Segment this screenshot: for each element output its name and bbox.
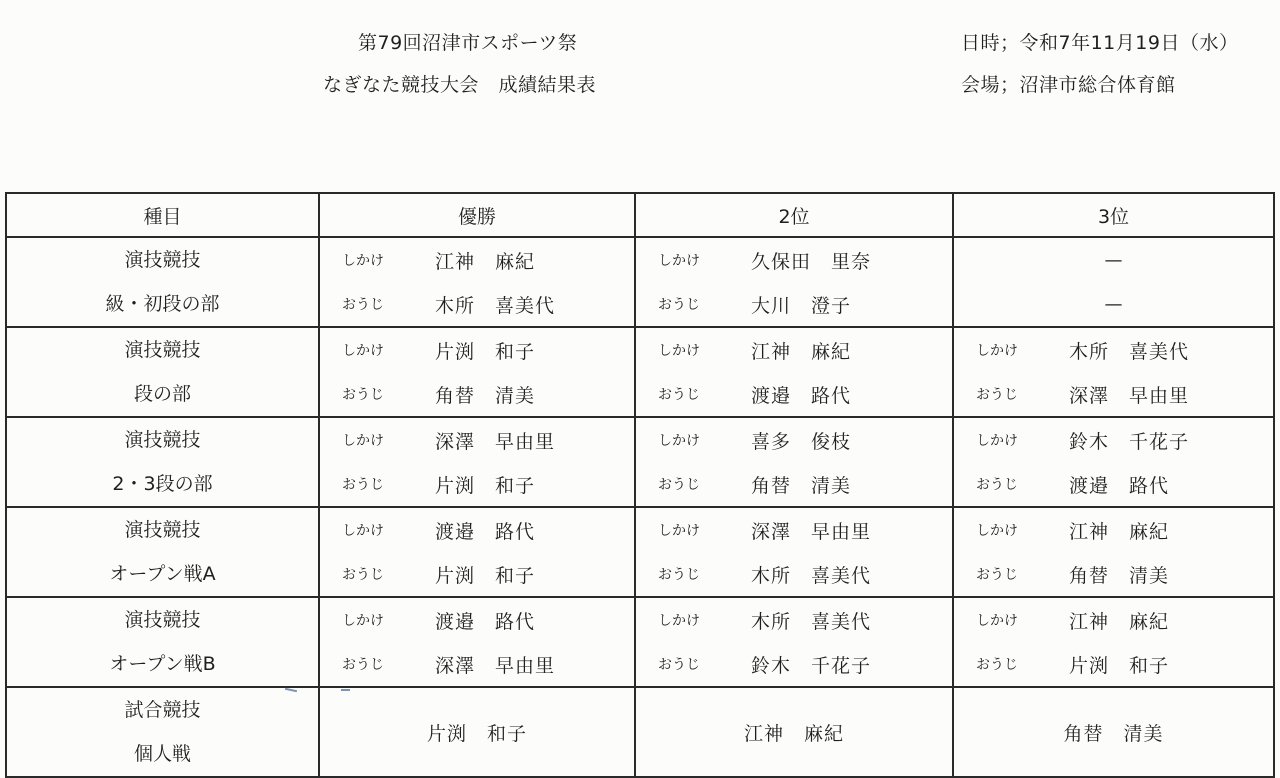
ouji-label: おうじ: [976, 657, 1018, 673]
ouji-label: おうじ: [976, 567, 1018, 583]
shikake-name: 江神 麻紀: [751, 340, 852, 363]
table-row: [6, 417, 1274, 507]
event-division: 2・3段の部: [112, 473, 213, 495]
shikake-label: しかけ: [658, 253, 700, 269]
shikake-label: しかけ: [342, 433, 384, 449]
shikake-name: 深澤 早由里: [751, 520, 872, 543]
event-division: 段の部: [133, 383, 191, 405]
ouji-name: 木所 喜美代: [751, 564, 872, 587]
ouji-name: 深澤 早由里: [1069, 384, 1190, 407]
third-place-name: 角替 清美: [953, 687, 1274, 777]
shikake-name: 深澤 早由里: [435, 430, 556, 453]
column-header-second: 2位: [635, 193, 953, 237]
first-place-cell: [319, 507, 635, 597]
shikake-name: 江神 麻紀: [435, 250, 536, 273]
ouji-name: 深澤 早由里: [435, 654, 556, 677]
second-place-name: 江神 麻紀: [635, 687, 953, 777]
shikake-name: 江神 麻紀: [1069, 520, 1170, 543]
second-place-cell: [635, 417, 953, 507]
ouji-name: 大川 澄子: [751, 294, 852, 317]
no-entry-dash: —: [1104, 249, 1123, 271]
column-header-third: 3位: [953, 193, 1274, 237]
ouji-name: 渡邉 路代: [751, 384, 852, 407]
document-subtitle: なぎなた競技大会 成績結果表: [323, 74, 597, 96]
ouji-name: 角替 清美: [751, 474, 852, 497]
table-row: [6, 507, 1274, 597]
shikake-label: しかけ: [658, 343, 700, 359]
ouji-label: おうじ: [342, 477, 384, 493]
event-division: オープン戦B: [109, 653, 216, 675]
second-place-cell: [635, 597, 953, 687]
shikake-name: 江神 麻紀: [1069, 610, 1170, 633]
event-name: 演技競技: [124, 609, 201, 631]
event-cell: [6, 507, 319, 597]
shikake-name: 鈴木 千花子: [1069, 430, 1190, 453]
ouji-name: 片渕 和子: [1069, 654, 1170, 677]
event-name: 演技競技: [124, 339, 201, 361]
first-place-cell: [319, 597, 635, 687]
column-header-event: 種目: [6, 193, 319, 237]
event-name: 演技競技: [124, 429, 201, 451]
event-division: 個人戦: [133, 743, 191, 765]
shikake-label: しかけ: [342, 343, 384, 359]
shikake-label: しかけ: [976, 343, 1018, 359]
event-venue: 会場；沼津市総合体育館: [961, 74, 1176, 96]
first-place-cell: [319, 327, 635, 417]
third-place-cell: [953, 507, 1274, 597]
ouji-name: 渡邉 路代: [1069, 474, 1170, 497]
ouji-label: おうじ: [342, 387, 384, 403]
event-division: 級・初段の部: [105, 293, 220, 315]
ouji-name: 木所 喜美代: [435, 294, 556, 317]
event-cell: [6, 597, 319, 687]
ouji-name: 角替 清美: [1069, 564, 1170, 587]
table-row: [6, 237, 1274, 327]
third-place-cell: [953, 237, 1274, 327]
event-name: 演技競技: [124, 249, 201, 271]
shikake-name: 木所 喜美代: [751, 610, 872, 633]
table-row: [6, 327, 1274, 417]
event-division: オープン戦A: [109, 563, 216, 585]
ouji-label: おうじ: [658, 567, 700, 583]
ink-mark: [341, 689, 350, 691]
ouji-name: 角替 清美: [435, 384, 536, 407]
shikake-label: しかけ: [342, 613, 384, 629]
first-place-name: 片渕 和子: [319, 687, 635, 777]
results-table: [5, 192, 1275, 778]
ouji-label: おうじ: [342, 657, 384, 673]
event-name: 試合競技: [124, 699, 201, 721]
event-cell: [6, 237, 319, 327]
event-cell: [6, 327, 319, 417]
shikake-name: 久保田 里奈: [751, 250, 872, 273]
ouji-label: おうじ: [342, 567, 384, 583]
shikake-name: 片渕 和子: [435, 340, 536, 363]
second-place-cell: [635, 237, 953, 327]
event-cell: [6, 687, 319, 777]
third-place-cell: [953, 417, 1274, 507]
shikake-label: しかけ: [976, 523, 1018, 539]
second-place-cell: [635, 327, 953, 417]
shikake-label: しかけ: [342, 253, 384, 269]
shikake-label: しかけ: [658, 523, 700, 539]
event-name: 演技競技: [124, 519, 201, 541]
shikake-label: しかけ: [976, 613, 1018, 629]
first-place-cell: [319, 237, 635, 327]
ouji-label: おうじ: [976, 387, 1018, 403]
ouji-name: 片渕 和子: [435, 474, 536, 497]
ouji-label: おうじ: [658, 297, 700, 313]
shikake-name: 木所 喜美代: [1069, 340, 1190, 363]
ouji-label: おうじ: [976, 477, 1018, 493]
event-cell: [6, 417, 319, 507]
shikake-label: しかけ: [658, 613, 700, 629]
no-entry-dash: —: [1104, 293, 1123, 315]
third-place-cell: [953, 327, 1274, 417]
shikake-label: しかけ: [658, 433, 700, 449]
ouji-label: おうじ: [658, 387, 700, 403]
column-header-first: 優勝: [319, 193, 635, 237]
table-row: [6, 687, 1274, 777]
shikake-name: 渡邉 路代: [435, 610, 536, 633]
ouji-label: おうじ: [658, 657, 700, 673]
shikake-label: しかけ: [342, 523, 384, 539]
second-place-cell: [635, 507, 953, 597]
shikake-name: 渡邉 路代: [435, 520, 536, 543]
event-date: 日時；令和7年11月19日（水）: [961, 32, 1239, 54]
ouji-label: おうじ: [342, 297, 384, 313]
table-header-row: [6, 193, 1274, 237]
ouji-name: 鈴木 千花子: [751, 654, 872, 677]
document-title: 第79回沼津市スポーツ祭: [358, 32, 578, 54]
third-place-cell: [953, 597, 1274, 687]
shikake-label: しかけ: [976, 433, 1018, 449]
table-row: [6, 597, 1274, 687]
ouji-label: おうじ: [658, 477, 700, 493]
first-place-cell: [319, 417, 635, 507]
ouji-name: 片渕 和子: [435, 564, 536, 587]
shikake-name: 喜多 俊枝: [751, 430, 852, 453]
